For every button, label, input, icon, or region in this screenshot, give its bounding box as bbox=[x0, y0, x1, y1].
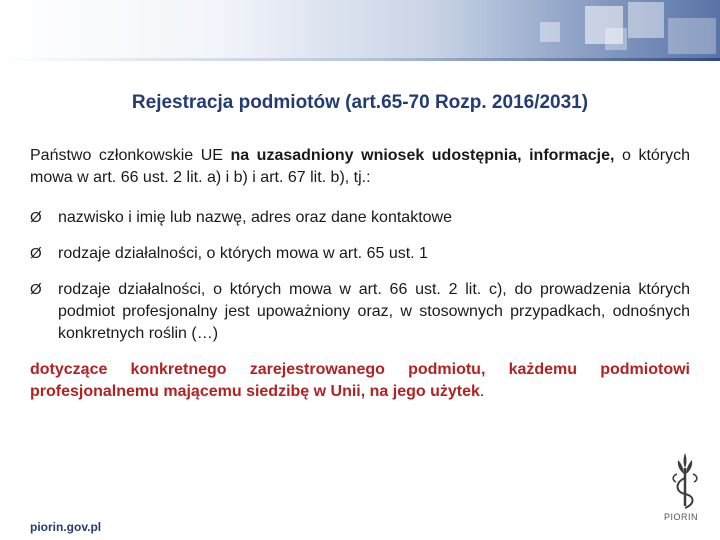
arrow-bullet-icon: Ø bbox=[30, 281, 42, 298]
header-band bbox=[0, 0, 720, 58]
slide-body bbox=[30, 145, 690, 403]
bullet-text: rodzaje działalności, o których mowa w art. 66 ust. 2 lit. c), do prowadzenia których podmiot profesjonalny jest upoważniony oraz, w stosownych przypadkach, odnośnych konkretnych roślin (…) bbox=[58, 281, 690, 342]
list-item bbox=[30, 243, 690, 265]
decor-square bbox=[668, 18, 716, 54]
decor-square bbox=[628, 2, 664, 38]
intro-text-1: Państwo członkowskie UE bbox=[30, 147, 231, 164]
bullet-text: nazwisko i imię lub nazwę, adres oraz dane kontaktowe bbox=[58, 209, 452, 226]
closing-red-text: dotyczące konkretnego zarejestrowanego podmiotu, każdemu podmiotowi profesjonalnemu mającemu siedzibę w Unii, na jego użytek bbox=[30, 361, 690, 400]
closing-paragraph bbox=[30, 359, 690, 403]
header-divider bbox=[0, 58, 720, 61]
intro-text-2: o których mowa w art. 66 ust. 2 lit. a) i b) i art. 67 lit. b), tj.: bbox=[30, 147, 691, 186]
footer-url-link[interactable]: piorin.gov.pl bbox=[30, 520, 102, 534]
logo-text: PIORIN bbox=[664, 512, 699, 522]
list-item bbox=[30, 207, 690, 229]
list-item bbox=[30, 279, 690, 345]
bullet-text: rodzaje działalności, o których mowa w art. 65 ust. 1 bbox=[58, 245, 428, 262]
arrow-bullet-icon: Ø bbox=[30, 245, 42, 262]
slide-title: Rejestracja podmiotów (art.65-70 Rozp. 2016/2031) bbox=[131, 92, 589, 113]
closing-period: . bbox=[479, 383, 485, 400]
bullet-list bbox=[30, 207, 690, 345]
intro-bold-text: na uzasadniony wniosek udostępnia, informacje, bbox=[230, 147, 615, 164]
intro-paragraph bbox=[30, 145, 690, 189]
decor-square bbox=[605, 28, 627, 50]
arrow-bullet-icon: Ø bbox=[30, 209, 42, 226]
decor-square bbox=[540, 22, 560, 42]
